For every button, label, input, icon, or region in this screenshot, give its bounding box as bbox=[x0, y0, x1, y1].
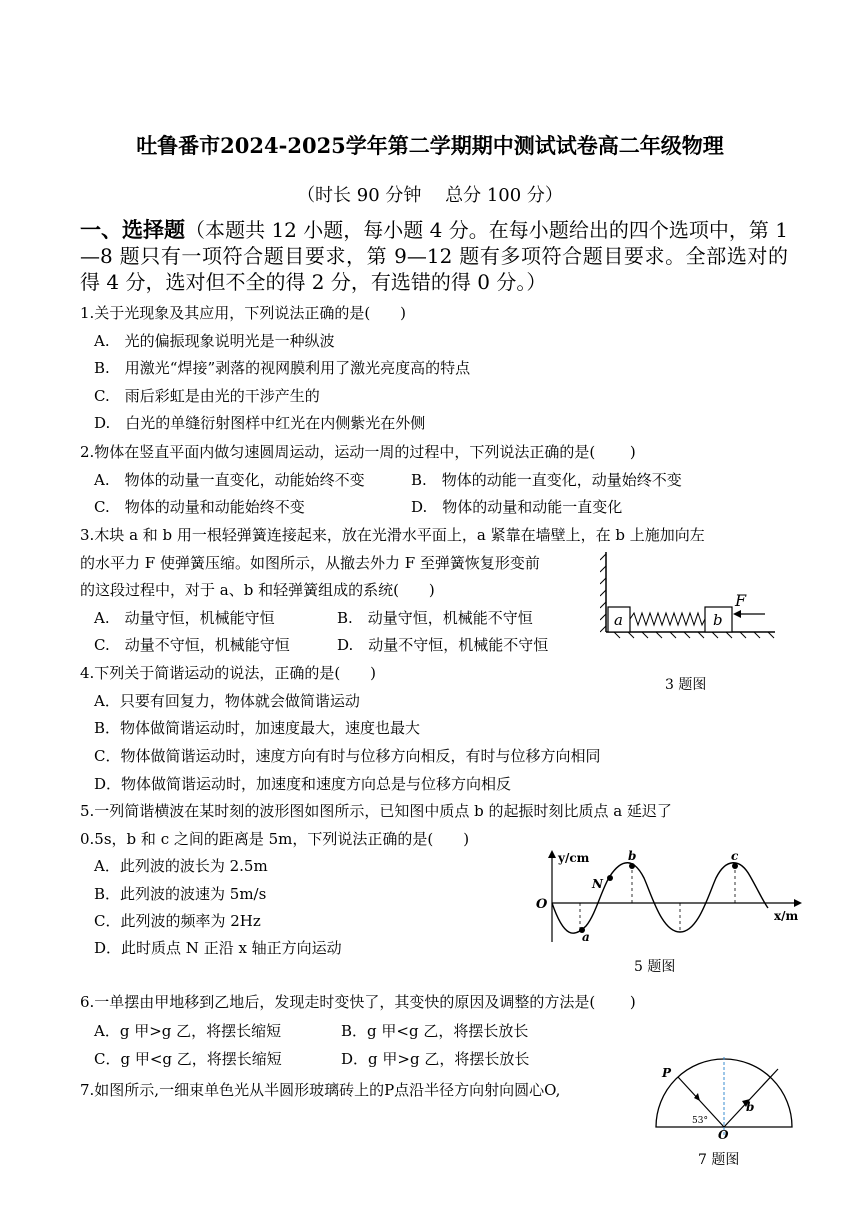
q4-option-c: C．物体做简谐运动时，速度方向有时与位移方向相反，有时与位移方向相同 bbox=[94, 747, 601, 765]
point-c bbox=[732, 863, 738, 869]
point-c-label: c bbox=[731, 849, 739, 863]
page-title: 吐鲁番市2024-2025学年第二学期期中测试试卷高二年级物理 bbox=[136, 133, 724, 158]
q4-stem: 4.下列关于简谐运动的说法，正确的是( ) bbox=[80, 664, 377, 682]
block-b-label: b bbox=[713, 611, 723, 629]
q6-option-c: C．g 甲<g 乙，将摆长缩短 bbox=[94, 1050, 282, 1068]
point-N-label: N bbox=[592, 877, 603, 891]
exam-duration-score: （时长 90 分钟 总分 100 分） bbox=[297, 185, 563, 206]
origin-label: O bbox=[536, 897, 548, 912]
q2-option-a: A. 物体的动量一直变化，动能始终不变 bbox=[94, 471, 365, 489]
point-N bbox=[607, 875, 613, 881]
q1-stem: 1.关于光现象及其应用，下列说法正确的是( ) bbox=[80, 304, 407, 322]
q3-option-d: D. 动量不守恒，机械能不守恒 bbox=[337, 636, 549, 654]
q6-option-d: D．g 甲>g 乙，将摆长放长 bbox=[341, 1050, 530, 1068]
q1-option-b: B. 用激光“焊接”剥落的视网膜利用了激光亮度高的特点 bbox=[94, 359, 471, 377]
y-axis-label: y/cm bbox=[558, 851, 590, 865]
q4-option-d: D．物体做简谐运动时，加速度和速度方向总是与位移方向相反 bbox=[94, 775, 512, 793]
reflected-ray bbox=[724, 1069, 778, 1127]
q5-option-b: B．此列波的波速为 5m/s bbox=[94, 885, 267, 903]
q5-option-c: C．此列波的频率为 2Hz bbox=[94, 912, 261, 930]
q2-option-c: C. 物体的动量和动能始终不变 bbox=[94, 498, 305, 516]
wave-curve bbox=[552, 863, 768, 933]
q5-stem-line1: 5.一列简谐横波在某时刻的波形图如图所示，已知图中质点 b 的起振时刻比质点 a 延迟了 bbox=[80, 802, 672, 820]
q3-spring-diagram bbox=[600, 552, 785, 642]
q6-option-a: A．g 甲>g 乙，将摆长缩短 bbox=[94, 1022, 282, 1040]
q2-stem: 2.物体在竖直平面内做匀速圆周运动，运动一周的过程中，下列说法正确的是( ) bbox=[80, 443, 636, 461]
q3-stem-line1: 3.木块 a 和 b 用一根轻弹簧连接起来，放在光滑水平面上，a 紧靠在墙壁上，在 b 上施加向左 bbox=[80, 526, 705, 544]
q1-option-d: D. 白光的单缝衍射图样中红光在内侧紫光在外侧 bbox=[94, 414, 426, 432]
q7-semicircle-diagram bbox=[650, 1055, 800, 1140]
section-1-header bbox=[80, 217, 788, 295]
force-label: F bbox=[735, 591, 747, 610]
q5-stem-line2: 0.5s，b 和 c 之间的距离是 5m，下列说法正确的是( ) bbox=[80, 830, 470, 848]
q2-option-b: B. 物体的动能一直变化，动量始终不变 bbox=[411, 471, 682, 489]
q6-option-b: B．g 甲<g 乙，将摆长放长 bbox=[341, 1022, 529, 1040]
angle-label: 53° bbox=[692, 1116, 708, 1126]
q1-option-c: C. 雨后彩虹是由光的干涉产生的 bbox=[94, 387, 320, 405]
spring bbox=[630, 613, 705, 625]
q3-stem-line3: 的这段过程中，对于 a、b 和轻弹簧组成的系统( ) bbox=[80, 581, 435, 599]
q4-option-b: B．物体做简谐运动时，加速度最大，速度也最大 bbox=[94, 719, 421, 737]
point-b bbox=[629, 863, 635, 869]
q5-option-a: A．此列波的波长为 2.5m bbox=[94, 857, 268, 875]
q3-caption: 3 题图 bbox=[665, 677, 707, 693]
section-1-heading: 一、选择题 bbox=[80, 217, 186, 242]
ray-b-label: b bbox=[746, 1100, 755, 1114]
section-1-instructions: （本题共 12 小题，每小题 4 分。在每小题给出的四个选项中，第 1—8 题只有一项符合题目要求，第 9—12 题有多项符合题目要求。全部选对的得 4 分，选对但不全的得 2 分，有选错的得 0 分。） bbox=[80, 218, 789, 294]
q4-option-a: A．只要有回复力，物体就会做简谐运动 bbox=[94, 692, 360, 710]
q6-stem: 6.一单摆由甲地移到乙地后，发现走时变快了，其变快的原因及调整的方法是( ) bbox=[80, 993, 636, 1011]
q5-caption: 5 题图 bbox=[634, 959, 676, 975]
q5-wave-diagram bbox=[530, 848, 810, 948]
q3-option-a: A. 动量守恒，机械能守恒 bbox=[94, 609, 275, 627]
q1-option-a: A. 光的偏振现象说明光是一种纵波 bbox=[94, 332, 335, 350]
point-b-label: b bbox=[628, 849, 637, 863]
q3-stem-line2: 的水平力 F 使弹簧压缩。如图所示，从撤去外力 F 至弹簧恢复形变前 bbox=[80, 554, 540, 572]
q7-stem: 7.如图所示,一细束单色光从半圆形玻璃砖上的P点沿半径方向射向圆心O, bbox=[80, 1081, 561, 1099]
q3-option-b: B. 动量守恒，机械能不守恒 bbox=[337, 609, 533, 627]
q3-option-c: C. 动量不守恒，机械能守恒 bbox=[94, 636, 290, 654]
q7-caption: 7 题图 bbox=[698, 1152, 740, 1168]
q5-option-d: D．此时质点 N 正沿 x 轴正方向运动 bbox=[94, 939, 342, 957]
q2-option-d: D. 物体的动量和动能一直变化 bbox=[411, 498, 623, 516]
x-axis-label: x/m bbox=[774, 909, 799, 923]
block-a-label: a bbox=[614, 611, 623, 629]
point-a-label: a bbox=[582, 930, 590, 944]
center-O-label: O bbox=[718, 1128, 729, 1140]
point-P-label: P bbox=[662, 1066, 672, 1080]
